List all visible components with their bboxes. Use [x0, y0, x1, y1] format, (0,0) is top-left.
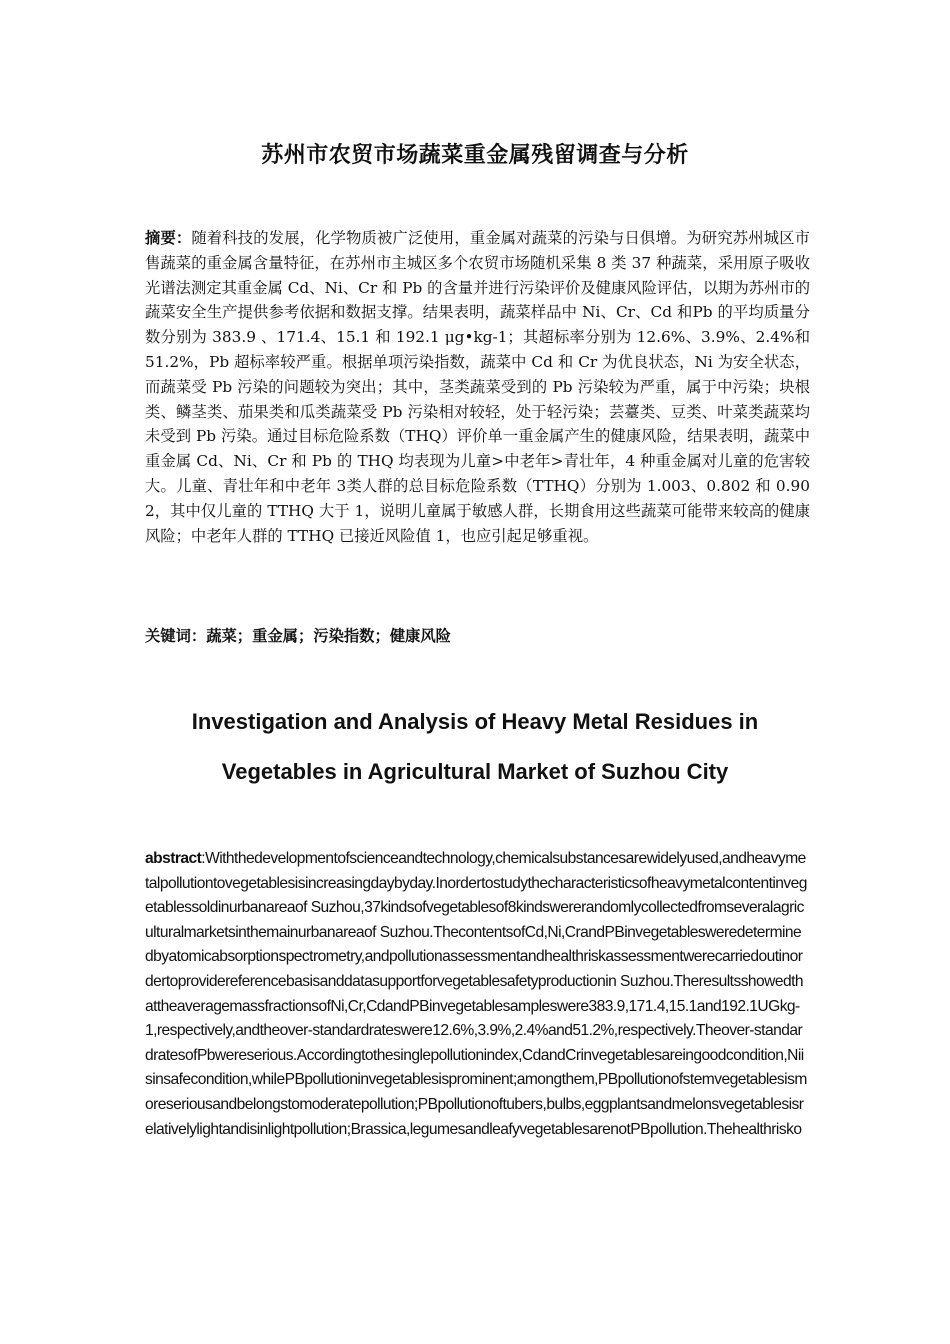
english-abstract-label: abstract	[145, 850, 202, 867]
chinese-abstract	[145, 226, 810, 548]
english-abstract	[145, 847, 807, 1142]
english-abstract-text: :Withthedevelopmentofscienceandtechnology,chemicalsubstancesarewidelyused,andheavymetalpollutiontovegetablesisincreasingdaybyday.Inordertostudythecharacteristicsofheavymetalcontentinvegetablessoldinurbanareaof Suzhou,37kindsofvegetablesof8kindswererandomlycollectedfromseveralagriculturalmarketsinthemainurbanareaof Suzhou.ThecontentsofCd,Ni,CrandPBinvegetablesweredeterminedbyatomicabsorptionspectrometry,andpollutionassessmentandhealthriskassessmentwerecarriedoutinordertoprovidereferencebasisanddatasupportforvegetablesafetyproductionin Suzhou.TheresultsshowedthattheaveragemassfractionsofNi,Cr,CdandPBinvegetablesampleswere383.9,171.4,15.1and192.1UGkg-1,respectively,andtheover-standardrateswere12.6%,3.9%,2.4%and51.2%,respectively.Theover-standardratesofPbwereserious.Accordingtothesinglepollutionindex,CdandCrinvegetablesareingoodcondition,Niisinsafecondition,whilePBpollutioninvegetablesisprominent;amongthem,PBpollutionofstemvegetablesismoreseriousandbelongstomoderatepollution;PBpollutionoftubers,bulbs,eggplantsandmelonsvegetablesisrelativelylightandisinlightpollution;Brassica,legumesandleafyvegetablesarenotPBpollution.Thehealthrisko	[145, 850, 807, 1138]
english-title-line-1: Investigation and Analysis of Heavy Metal Residues in	[191, 709, 759, 734]
chinese-abstract-label: 摘要：	[145, 229, 192, 247]
chinese-abstract-text: 随着科技的发展，化学物质被广泛使用，重金属对蔬菜的污染与日俱增。为研究苏州城区市售蔬菜的重金属含量特征，在苏州市主城区多个农贸市场随机采集 8 类 37 种蔬菜，采用原子吸收光谱法测定其重金属 Cd、Ni、Cr 和 Pb 的含量并进行污染评价及健康风险评估，以期为苏州市的蔬菜安全生产提供参考依据和数据支撑。结果表明，蔬菜样品中 Ni、Cr、Cd 和Pb 的平均质量分数分别为 383.9 、171.4、15.1 和 192.1 μg•kg-1；其超标率分别为 12.6%、3.9%、2.4%和 51.2%，Pb 超标率较严重。根据单项污染指数，蔬菜中 Cd 和 Cr 为优良状态，Ni 为安全状态，而蔬菜受 Pb 污染的问题较为突出；其中，茎类蔬菜受到的 Pb 污染较为严重，属于中污染；块根类、鳞茎类、茄果类和瓜类蔬菜受 Pb 污染相对较轻，处于轻污染；芸薹类、豆类、叶菜类蔬菜均未受到 Pb 污染。通过目标危险系数（THQ）评价单一重金属产生的健康风险，结果表明，蔬菜中重金属 Cd、Ni、Cr 和 Pb 的 THQ 均表现为儿童>中老年>青壮年，4 种重金属对儿童的危害较大。儿童、青壮年和中老年 3类人群的总目标危险系数（TTHQ）分别为 1.003、0.802 和 0.902，其中仅儿童的 TTHQ 大于 1，说明儿童属于敏感人群，长期食用这些蔬菜可能带来较高的健康风险；中老年人群的 TTHQ 已接近风险值 1，也应引起足够重视。	[145, 229, 810, 545]
english-title-line-2: Vegetables in Agricultural Market of Suzhou City	[221, 759, 729, 784]
chinese-keywords: 关键词：蔬菜；重金属；污染指数；健康风险	[145, 627, 451, 645]
chinese-title: 苏州市农贸市场蔬菜重金属残留调查与分析	[261, 143, 689, 168]
